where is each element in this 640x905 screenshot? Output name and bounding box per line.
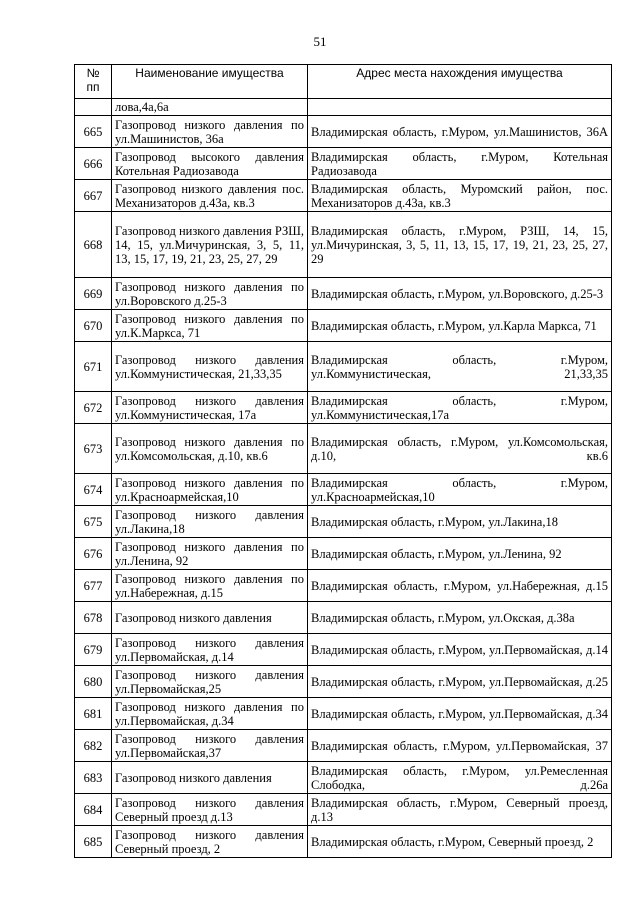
property-name: Газопровод низкого давления ул.Коммунистическая, 17а bbox=[112, 392, 308, 424]
row-number: 681 bbox=[75, 698, 112, 730]
property-address: Владимирская область, г.Муром, ул.Первомайская, д.14 bbox=[308, 634, 612, 666]
table-row bbox=[75, 730, 612, 762]
property-address: Владимирская область, г.Муром, ул.Окская, д.38а bbox=[308, 602, 612, 634]
table-row bbox=[75, 212, 612, 278]
row-number: 668 bbox=[75, 212, 112, 278]
property-name: Газопровод низкого давления по ул.Первомайская, д.34 bbox=[112, 698, 308, 730]
table-row bbox=[75, 538, 612, 570]
property-address: Владимирская область, г.Муром, ул.Коммунистическая,17а bbox=[308, 392, 612, 424]
property-address bbox=[308, 99, 612, 116]
property-address: Владимирская область, г.Муром, ул.Комсомольская, д.10, кв.6 bbox=[308, 424, 612, 474]
table-row bbox=[75, 602, 612, 634]
property-name: Газопровод низкого давления РЗШ, 14, 15, ул.Мичуринская, 3, 5, 11, 13, 15, 17, 19, 21, 23, 25, 27, 29 bbox=[112, 212, 308, 278]
row-number: 679 bbox=[75, 634, 112, 666]
row-number: 677 bbox=[75, 570, 112, 602]
row-number: 667 bbox=[75, 180, 112, 212]
property-address: Владимирская область, г.Муром, ул.Первомайская, 37 bbox=[308, 730, 612, 762]
row-number: 671 bbox=[75, 342, 112, 392]
row-number: 676 bbox=[75, 538, 112, 570]
property-registry-table bbox=[74, 64, 612, 858]
table-row bbox=[75, 474, 612, 506]
property-name: Газопровод низкого давления по ул.Красноармейская,10 bbox=[112, 474, 308, 506]
property-address: Владимирская область, г.Муром, Северный проезд, д.13 bbox=[308, 794, 612, 826]
property-name: Газопровод низкого давления пос. Механизаторов д.43а, кв.3 bbox=[112, 180, 308, 212]
row-number: 675 bbox=[75, 506, 112, 538]
table-header-row bbox=[75, 65, 612, 99]
property-address: Владимирская область, г.Муром, ул.Первомайская, д.25 bbox=[308, 666, 612, 698]
property-name: Газопровод низкого давления ул.Первомайская,25 bbox=[112, 666, 308, 698]
property-name: Газопровод низкого давления ул.Первомайская,37 bbox=[112, 730, 308, 762]
row-number: 682 bbox=[75, 730, 112, 762]
property-address: Владимирская область, г.Муром, ул.Ленина, 92 bbox=[308, 538, 612, 570]
header-property-name: Наименование имущества bbox=[112, 65, 308, 99]
row-number: 670 bbox=[75, 310, 112, 342]
table-row bbox=[75, 634, 612, 666]
row-number: 669 bbox=[75, 278, 112, 310]
table-row bbox=[75, 506, 612, 538]
table-row bbox=[75, 180, 612, 212]
table-row bbox=[75, 698, 612, 730]
property-address: Владимирская область, г.Муром, ул.Машинистов, 36А bbox=[308, 116, 612, 148]
property-name: Газопровод низкого давления по ул.Машинистов, 36а bbox=[112, 116, 308, 148]
row-number: 684 bbox=[75, 794, 112, 826]
property-address: Владимирская область, г.Муром, ул.Воровского, д.25-3 bbox=[308, 278, 612, 310]
table-row bbox=[75, 148, 612, 180]
property-address: Владимирская область, г.Муром, ул.Красноармейская,10 bbox=[308, 474, 612, 506]
property-name: лова,4а,6а bbox=[112, 99, 308, 116]
table-row bbox=[75, 666, 612, 698]
row-number bbox=[75, 99, 112, 116]
property-address: Владимирская область, г.Муром, РЗШ, 14, 15, ул.Мичуринская, 3, 5, 11, 13, 15, 17, 19, 21, 23, 25, 27, 29 bbox=[308, 212, 612, 278]
property-name: Газопровод низкого давления Северный проезд, 2 bbox=[112, 826, 308, 858]
table-row bbox=[75, 310, 612, 342]
table-row bbox=[75, 278, 612, 310]
property-name: Газопровод низкого давления Северный проезд д.13 bbox=[112, 794, 308, 826]
table-row bbox=[75, 762, 612, 794]
property-name: Газопровод низкого давления ул.Коммунистическая, 21,33,35 bbox=[112, 342, 308, 392]
property-name: Газопровод низкого давления ул.Лакина,18 bbox=[112, 506, 308, 538]
property-address: Владимирская область, г.Муром, ул.Ремесленная Слободка, д.26а bbox=[308, 762, 612, 794]
table-row bbox=[75, 116, 612, 148]
property-address: Владимирская область, г.Муром, ул.Коммунистическая, 21,33,35 bbox=[308, 342, 612, 392]
property-address: Владимирская область, г.Муром, ул.Карла Маркса, 71 bbox=[308, 310, 612, 342]
row-number: 673 bbox=[75, 424, 112, 474]
property-name: Газопровод высокого давления Котельная Радиозавода bbox=[112, 148, 308, 180]
header-property-address: Адрес места нахождения имущества bbox=[308, 65, 612, 99]
row-number: 674 bbox=[75, 474, 112, 506]
property-name: Газопровод низкого давления по ул.Набережная, д.15 bbox=[112, 570, 308, 602]
property-name: Газопровод низкого давления по ул.Комсомольская, д.10, кв.6 bbox=[112, 424, 308, 474]
row-number: 683 bbox=[75, 762, 112, 794]
property-address: Владимирская область, г.Муром, ул.Набережная, д.15 bbox=[308, 570, 612, 602]
property-name: Газопровод низкого давления по ул.Ленина, 92 bbox=[112, 538, 308, 570]
property-address: Владимирская область, г.Муром, Северный проезд, 2 bbox=[308, 826, 612, 858]
table-row bbox=[75, 392, 612, 424]
row-number: 666 bbox=[75, 148, 112, 180]
property-name: Газопровод низкого давления bbox=[112, 602, 308, 634]
property-address: Владимирская область, г.Муром, ул.Лакина,18 bbox=[308, 506, 612, 538]
row-number: 685 bbox=[75, 826, 112, 858]
property-name: Газопровод низкого давления bbox=[112, 762, 308, 794]
row-number: 678 bbox=[75, 602, 112, 634]
table-row bbox=[75, 826, 612, 858]
row-number: 680 bbox=[75, 666, 112, 698]
row-number: 672 bbox=[75, 392, 112, 424]
property-name: Газопровод низкого давления ул.Первомайская, д.14 bbox=[112, 634, 308, 666]
continuation-row bbox=[75, 99, 612, 116]
row-number: 665 bbox=[75, 116, 112, 148]
property-name: Газопровод низкого давления по ул.К.Маркса, 71 bbox=[112, 310, 308, 342]
table-row bbox=[75, 570, 612, 602]
property-address: Владимирская область, г.Муром, ул.Первомайская, д.34 bbox=[308, 698, 612, 730]
table-row bbox=[75, 794, 612, 826]
page-number: 51 bbox=[313, 34, 327, 49]
table-row bbox=[75, 342, 612, 392]
property-address: Владимирская область, г.Муром, Котельная Радиозавода bbox=[308, 148, 612, 180]
property-address: Владимирская область, Муромский район, пос. Механизаторов д.43а, кв.3 bbox=[308, 180, 612, 212]
property-name: Газопровод низкого давления по ул.Воровского д.25-3 bbox=[112, 278, 308, 310]
header-number: № пп bbox=[75, 65, 112, 99]
table-row bbox=[75, 424, 612, 474]
